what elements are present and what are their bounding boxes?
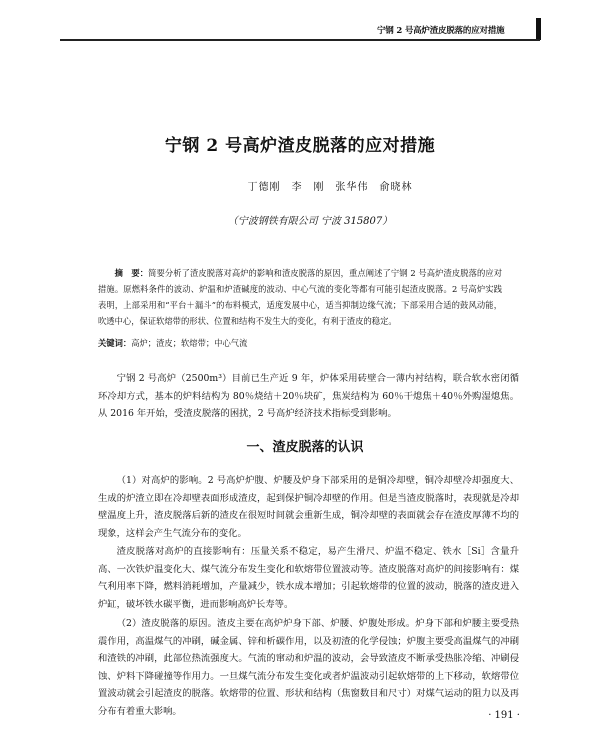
abstract	[98, 265, 502, 329]
section-heading: 一、渣皮脱落的认识	[246, 440, 364, 455]
keywords-text: 高炉；渣皮；软熔带；中心气流	[131, 338, 248, 348]
affiliation: （宁波钢铁有限公司 宁波 315807）	[227, 216, 393, 227]
author-list: 丁德刚 李 刚 张华伟 俞晓林	[247, 182, 413, 193]
page-number: · 191 ·	[488, 710, 520, 721]
abstract-text: 简要分析了渣皮脱落对高炉的影响和渣皮脱落的原因，重点阐述了宁钢 2 号高炉渣皮脱落的应对措施。原燃料条件的波动、炉温和炉渣碱度的波动、中心气流的变化等都有可能引起渣皮脱落。2 号高炉实践表明，上部采用和“平台＋漏斗”的布料模式，适度发展中心，适当抑制边缘气流；下部采用合适的鼓风动能，吹透中心，保证软熔带的形状、位置和结构不发生大的变化，有利于渣皮的稳定。	[98, 268, 502, 326]
running-head: 宁钢 2 号高炉渣皮脱落的应对措施	[377, 26, 505, 36]
body-paragraph-3: （2）渣皮脱落的原因。渣皮主要在高炉炉身下部、炉腰、炉腹处形成。炉身下部和炉腰主要受热震作用，高温煤气的冲刷，碱金属、锌和析碳作用，以及初渣的化学侵蚀；炉腹主要受高温煤气的冲刷和渣铁的冲刷，此部位热流强度大。气流的窜动和炉温的波动，会导致渣皮不断承受热胀冷缩、冲刷侵蚀、炉料下降碰撞等作用力。一旦煤气流分布发生变化或者炉温波动引起软熔带的上下移动，软熔带位置波动就会引起渣皮的脱落。软熔带的位置、形状和结构（焦窗数目和尺寸）对煤气运动的阻力以及再分布有着重大影响。	[98, 618, 519, 717]
body-paragraph-1: （1）对高炉的影响。2 号高炉炉腹、炉腰及炉身下部采用的是铜冷却壁，铜冷却壁冷却强度大、生成的炉渣立即在冷却壁表面形成渣皮，起到保护铜冷却壁的作用。但是当渣皮脱落时，表现就是冷却壁温度上升，渣皮脱落后新的渣皮在很短时间就会重新生成，铜冷却壁的表面就会存在渣皮厚薄不均的现象，这样会产生气流分布的变化。	[98, 475, 519, 539]
intro-paragraph: 宁钢 2 号高炉（2500m³）目前已生产近 9 年，炉体采用砖壁合一薄内衬结构，联合软水密闭循环冷却方式，基本的炉料结构为 80％烧结＋20％块矿，焦炭结构为 60％干熄焦＋40％外购湿熄焦。从 2016 年开始，受渣皮脱落的困扰，2 号高炉经济技术指标受到影响。	[98, 373, 519, 419]
keywords-label: 关键词：	[98, 338, 132, 348]
header-marker	[536, 18, 541, 40]
abstract-label: 摘 要：	[114, 268, 149, 278]
body-paragraph-2: 渣皮脱落对高炉的直接影响有：压量关系不稳定，易产生滑尺、炉温不稳定、铁水［Si］含量升高、一次铁炉温变化大、煤气流分布发生变化和软熔带位置波动等。渣皮脱落对高炉的间接影响有：煤气利用率下降，燃料消耗增加，产量减少，铁水成本增加；引起软熔带的位置的波动，脱落的渣皮进入炉缸，破坏铁水碳平衡，进而影响高炉长寿等。	[98, 546, 519, 610]
article-title: 宁钢 2 号高炉渣皮脱落的应对措施	[164, 136, 436, 156]
keywords	[98, 336, 502, 350]
header-rule	[60, 39, 540, 41]
